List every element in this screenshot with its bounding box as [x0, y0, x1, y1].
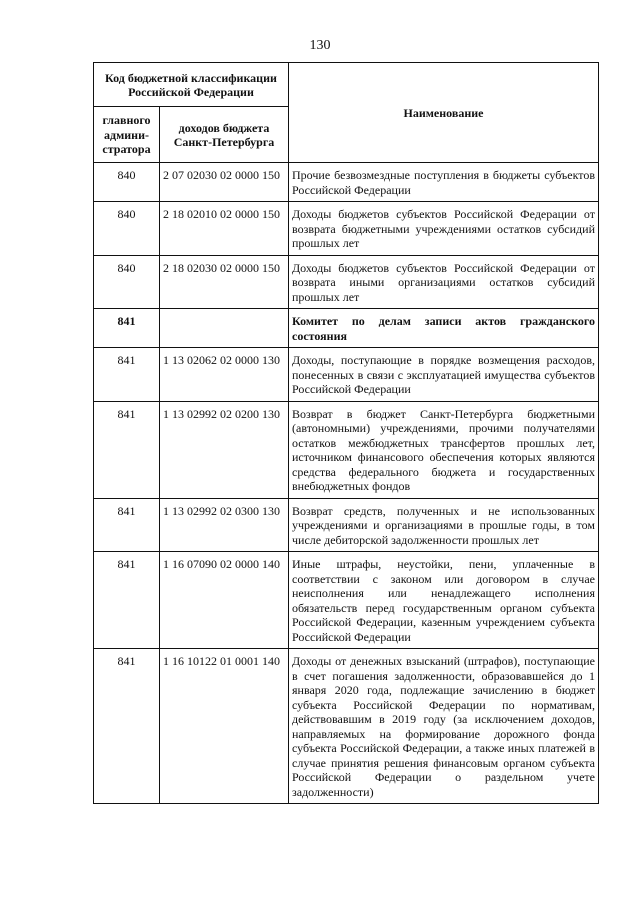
revenue-code-cell: 1 16 07090 02 0000 140	[160, 552, 289, 649]
table-row	[94, 649, 599, 804]
header-name: Наименование	[289, 63, 599, 163]
header-chief-administrator: главного админи-стратора	[94, 107, 160, 163]
revenue-name-cell: Возврат средств, полученных и не использованных учреждениями и организациями в прошлые годы, в том числе дебиторской задолженности прошлых лет	[289, 498, 599, 552]
page-number: 130	[309, 38, 331, 53]
table-row	[94, 498, 599, 552]
header-revenue-code: доходов бюджета Санкт-Петербурга	[160, 107, 289, 163]
admin-code-cell: 841	[94, 649, 160, 804]
table-header	[94, 63, 599, 163]
revenue-name-cell: Доходы бюджетов субъектов Российской Федерации от возврата бюджетными учреждениями остатков субсидий прошлых лет	[289, 202, 599, 256]
revenue-code-cell	[160, 309, 289, 348]
revenue-name-cell: Доходы, поступающие в порядке возмещения расходов, понесенных в связи с эксплуатацией имущества субъектов Российской Федерации	[289, 348, 599, 402]
revenue-name-cell: Прочие безвозмездные поступления в бюджеты субъектов Российской Федерации	[289, 163, 599, 202]
revenue-name-cell: Доходы от денежных взысканий (штрафов), поступающие в счет погашения задолженности, образовавшейся до 1 января 2020 года, подлежащие зачислению в бюджет субъекта Российской Федерации по нормативам, действовавшим в 2019 году (за исключением доходов, направляемых на формирование дорожного фонда субъекта Российской Федерации, а также иных платежей в случае принятия решения финансовым органом субъекта Российской Федерации о раздельном учете задолженности)	[289, 649, 599, 804]
admin-code-cell: 840	[94, 255, 160, 309]
admin-code-cell: 841	[94, 552, 160, 649]
revenue-code-cell: 2 18 02030 02 0000 150	[160, 255, 289, 309]
revenue-code-cell: 1 13 02062 02 0000 130	[160, 348, 289, 402]
table-row	[94, 202, 599, 256]
revenue-name-cell: Иные штрафы, неустойки, пени, уплаченные в соответствии с законом или договором в случае неисполнения или ненадлежащего исполнения обязательств перед государственным органом субъекта Российской Федерации, казенным учреждением субъекта Российской Федерации	[289, 552, 599, 649]
admin-code-cell: 840	[94, 202, 160, 256]
budget-classification-table	[93, 62, 599, 804]
admin-code-cell: 840	[94, 163, 160, 202]
admin-code-cell: 841	[94, 401, 160, 498]
table-body	[94, 163, 599, 804]
table-row	[94, 348, 599, 402]
admin-code-cell: 841	[94, 309, 160, 348]
table-row	[94, 163, 599, 202]
table-row	[94, 401, 599, 498]
revenue-code-cell: 2 07 02030 02 0000 150	[160, 163, 289, 202]
header-classification-code: Код бюджетной классификации Российской Федерации	[94, 63, 289, 107]
admin-code-cell: 841	[94, 498, 160, 552]
revenue-name-cell: Возврат в бюджет Санкт-Петербурга бюджетными (автономными) учреждениями, прочими получателями остатков межбюджетных трансфертов прошлых лет, источником финансового обеспечения которых являются средства федерального бюджета и государственных внебюджетных фондов	[289, 401, 599, 498]
revenue-code-cell: 2 18 02010 02 0000 150	[160, 202, 289, 256]
revenue-code-cell: 1 13 02992 02 0300 130	[160, 498, 289, 552]
revenue-name-cell: Доходы бюджетов субъектов Российской Федерации от возврата иными организациями остатков субсидий прошлых лет	[289, 255, 599, 309]
table-row-section-heading	[94, 309, 599, 348]
admin-code-cell: 841	[94, 348, 160, 402]
table-row	[94, 255, 599, 309]
table-row	[94, 552, 599, 649]
revenue-code-cell: 1 16 10122 01 0001 140	[160, 649, 289, 804]
revenue-code-cell: 1 13 02992 02 0200 130	[160, 401, 289, 498]
revenue-name-cell: Комитет по делам записи актов гражданского состояния	[289, 309, 599, 348]
